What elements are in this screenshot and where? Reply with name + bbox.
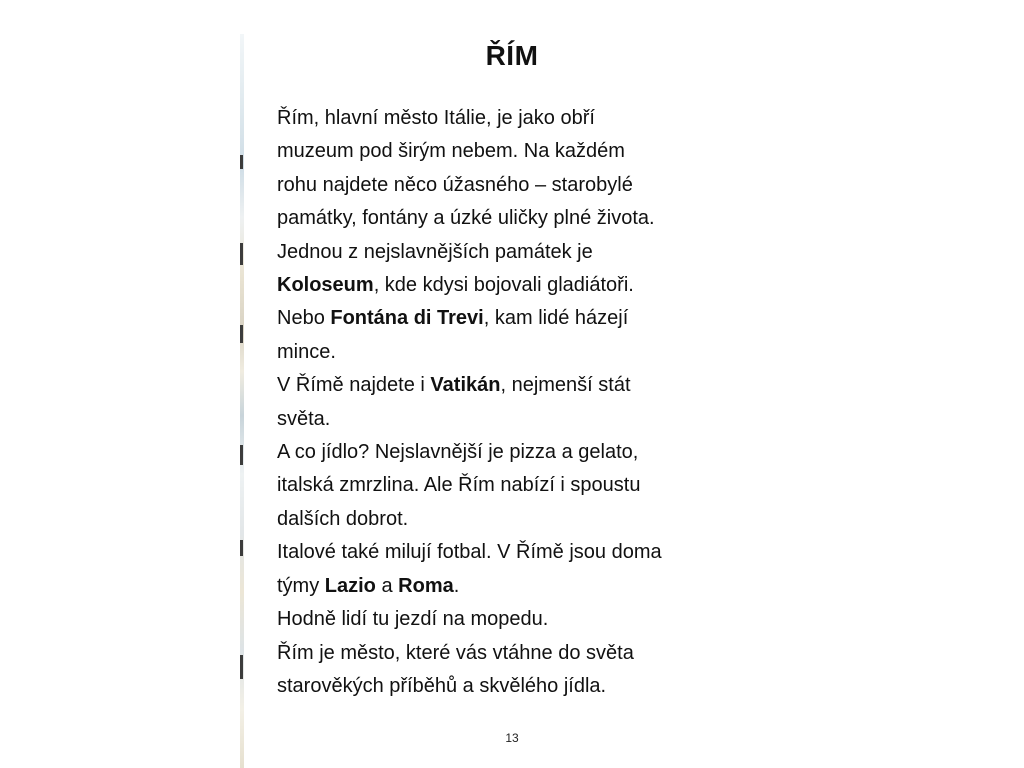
text-segment: starověkých příběhů a skvělého jídla. [277,674,607,697]
text-segment: , nejmenší stát [500,374,631,397]
text-line [277,637,777,670]
text-line [277,169,777,202]
bold-term: Vatikán [430,374,501,397]
edge-mark [240,155,243,169]
text-line [277,536,777,569]
page-title: ŘÍM [485,40,539,71]
text-line [277,302,777,335]
text-segment: A co jídlo? Nejslavnější je pizza a gelato, [277,441,639,464]
text-line [277,236,777,269]
text-line [277,102,777,135]
bold-term: Roma [398,574,454,597]
text-segment: dalších dobrot. [277,507,409,530]
text-line [277,135,777,168]
text-line [277,670,777,703]
text-segment: památky, fontány a úzké uličky plné života. [277,207,655,230]
text-line [277,570,777,603]
text-line [277,202,777,235]
bold-term: Koloseum [277,274,374,297]
text-line [277,403,777,436]
edge-mark [240,325,243,343]
text-line [277,336,777,369]
text-segment: , kam lidé házejí [483,307,629,330]
text-segment: světa. [277,407,331,430]
text-line [277,469,777,502]
text-segment: a [375,574,399,597]
text-segment: , kde kdysi bojovali gladiátoři. [373,274,634,297]
text-segment: . [453,574,460,597]
text-segment: Jednou z nejslavnějších památek je [277,240,593,263]
text-segment: mince. [277,340,336,363]
bold-term: Fontána di Trevi [330,307,484,330]
text-segment: rohu najdete něco úžasného – starobylé [277,173,633,196]
text-segment: Italové také milují fotbal. V Římě jsou doma [277,541,662,564]
body-text [277,102,777,703]
text-segment: V Římě najdete i [277,374,431,397]
text-segment: italská zmrzlina. Ale Řím nabízí i spoustu [277,474,641,497]
text-line [277,369,777,402]
text-segment: muzeum pod širým nebem. Na každém [277,140,625,163]
text-line [277,269,777,302]
text-segment: Hodně lidí tu jezdí na mopedu. [277,608,549,631]
edge-mark [240,445,243,465]
edge-mark [240,655,243,679]
text-line [277,503,777,536]
text-segment: Nebo [277,307,331,330]
text-segment: týmy [277,574,325,597]
page-number: 13 [505,731,519,745]
text-line [277,436,777,469]
text-line [277,603,777,636]
text-segment: Řím je město, které vás vtáhne do světa [277,641,634,664]
bold-term: Lazio [324,574,376,597]
edge-mark [240,540,243,556]
text-segment: Řím, hlavní město Itálie, je jako obří [277,107,595,129]
edge-mark [240,243,243,265]
